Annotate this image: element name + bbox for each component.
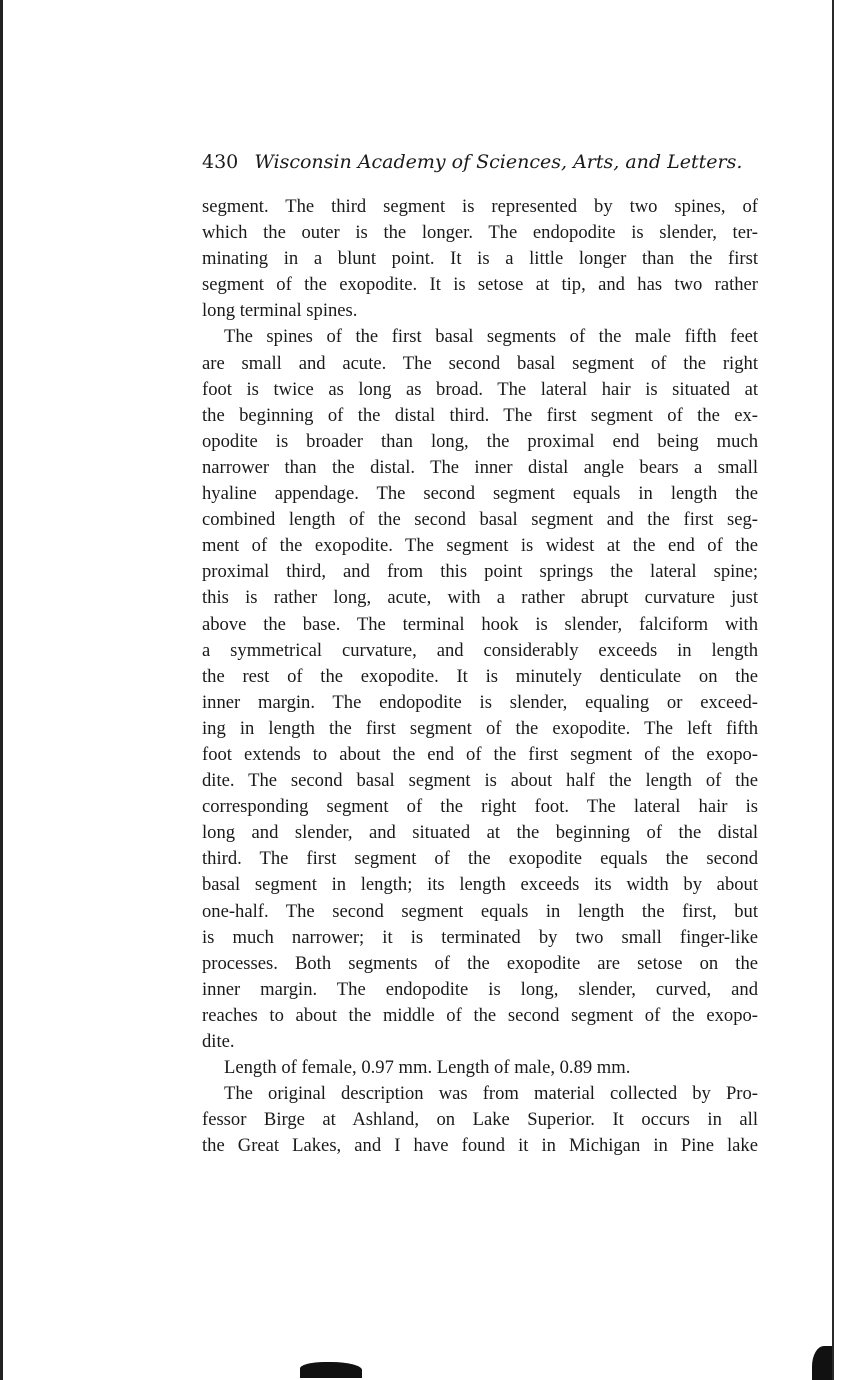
text-line: combined length of the second basal segment and the first seg- xyxy=(202,509,758,531)
text-line: The spines of the first basal segments of the male fifth feet xyxy=(224,326,758,348)
text-line: The original description was from material collected by Pro- xyxy=(224,1083,758,1105)
page-number: 430 xyxy=(202,151,239,173)
text-line: the rest of the exopodite. It is minutely denticulate on the xyxy=(202,665,758,687)
text-line: one-half. The second segment equals in length the first, but xyxy=(202,900,758,922)
scan-border-right xyxy=(832,0,834,1380)
text-line: reaches to about the middle of the second segment of the exopo- xyxy=(202,1004,758,1026)
text-line: this is rather long, acute, with a rather abrupt curvature just xyxy=(202,587,758,609)
text-line: ing in length the first segment of the exopodite. The left fifth xyxy=(202,717,758,739)
text-line: corresponding segment of the right foot. The lateral hair is xyxy=(202,796,758,818)
text-line: long terminal spines. xyxy=(202,300,358,322)
text-line: dite. xyxy=(202,1031,235,1052)
text-line: which the outer is the longer. The endopodite is slender, ter- xyxy=(202,222,758,244)
text-line: long and slender, and situated at the beginning of the distal xyxy=(202,822,758,844)
scan-margin-right xyxy=(834,0,848,1380)
text-line: segment of the exopodite. It is setose at tip, and has two rather xyxy=(202,274,758,296)
text-line: the beginning of the distal third. The first segment of the ex- xyxy=(202,404,758,426)
text-line: above the base. The terminal hook is slender, falciform with xyxy=(202,613,758,635)
text-line: foot extends to about the end of the first segment of the exopo- xyxy=(202,743,758,765)
text-line: third. The first segment of the exopodite equals the second xyxy=(202,848,758,870)
text-line: is much narrower; it is terminated by two small finger-like xyxy=(202,926,758,948)
text-line: foot is twice as long as broad. The lateral hair is situated at xyxy=(202,378,758,400)
text-line: ment of the exopodite. The segment is widest at the end of the xyxy=(202,535,758,557)
scan-artifact xyxy=(300,1362,362,1378)
text-line: inner margin. The endopodite is long, slender, curved, and xyxy=(202,978,758,1000)
text-line: proximal third, and from this point springs the lateral spine; xyxy=(202,561,758,583)
text-line: narrower than the distal. The inner distal angle bears a small xyxy=(202,456,758,478)
body-text xyxy=(202,194,758,1159)
journal-title: Wisconsin Academy of Sciences, Arts, and Letters. xyxy=(254,151,743,173)
text-line: a symmetrical curvature, and considerably exceeds in length xyxy=(202,639,758,661)
scan-artifact-corner xyxy=(812,1346,832,1380)
scan-border-left xyxy=(0,0,3,1380)
text-line: processes. Both segments of the exopodite are setose on the xyxy=(202,952,758,974)
running-header xyxy=(202,148,758,176)
text-line: segment. The third segment is represented by two spines, of xyxy=(202,196,758,217)
text-line: the Great Lakes, and I have found it in Michigan in Pine lake xyxy=(202,1135,758,1157)
text-line: fessor Birge at Ashland, on Lake Superior. It occurs in all xyxy=(202,1109,758,1131)
text-line: basal segment in length; its length exceeds its width by about xyxy=(202,874,758,896)
text-line: dite. The second basal segment is about half the length of the xyxy=(202,770,758,792)
text-line: inner margin. The endopodite is slender, equaling or exceed- xyxy=(202,691,758,713)
text-line: Length of female, 0.97 mm. Length of male, 0.89 mm. xyxy=(224,1057,631,1079)
text-line: opodite is broader than long, the proximal end being much xyxy=(202,430,758,452)
text-line: are small and acute. The second basal segment of the right xyxy=(202,352,758,374)
text-line: minating in a blunt point. It is a little longer than the first xyxy=(202,248,758,270)
text-line: hyaline appendage. The second segment equals in length the xyxy=(202,483,758,505)
